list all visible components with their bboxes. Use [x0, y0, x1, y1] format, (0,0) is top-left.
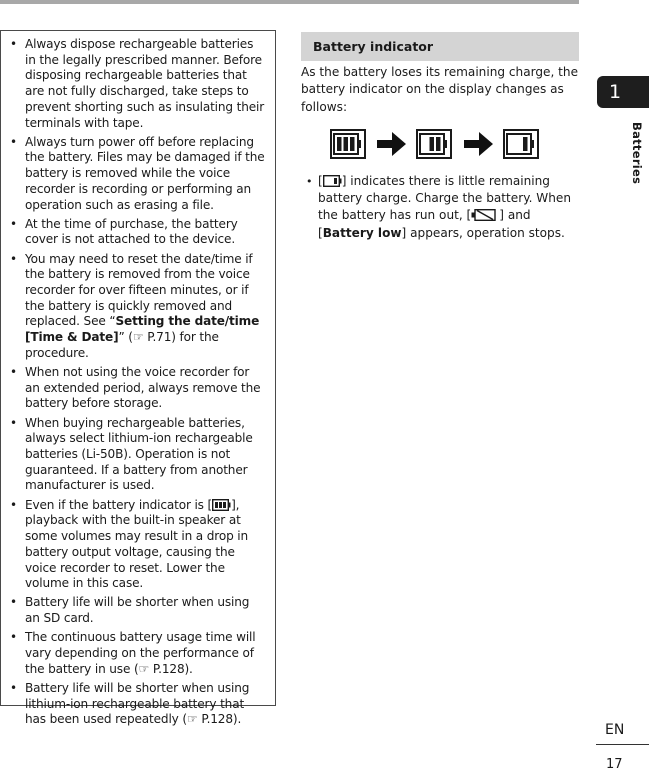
list-item: • Always dispose rechargeable batteries in the legally prescribed manner. Before disposing rechargeable batteries that are not fully discharged, take steps to prevent shorting such as insulating their terminals with tape. [25, 37, 265, 131]
section-header: Battery indicator [301, 32, 579, 61]
list-item: • Always turn power off before replacing the battery. Files may be damaged if the battery is removed while the voice recorder is recording or performing an operation such as erasing a file. [25, 135, 265, 214]
time-date-setting-ref: Setting the date/time [Time & Date] [25, 314, 260, 345]
battery-note: • [ ] indicates there is little remaining battery charge. Charge the battery. When the battery has run out, [ ] and [Battery low] appears, operation stops. [306, 174, 572, 240]
chapter-title: Batteries [630, 122, 644, 185]
list-item: • When buying rechargeable batteries, always select lithium-ion rechargeable batteries (Li-50B). Operation is not guaranteed. If a battery from another manufacturer is used. [25, 416, 265, 495]
precautions-list [1, 31, 275, 728]
battery-indicator-sequence [330, 129, 545, 159]
language-label: EN [605, 722, 625, 738]
list-item: • You may need to reset the date/time if the battery is removed from the voice recorder for over fifteen minutes, or if the battery is quickly removed and replaced. See “Setting the date/time [Time & Date]” (☞ P.71) for the procedure. [25, 252, 265, 362]
battery-low-message: Battery low [322, 225, 402, 240]
list-item: • When not using the voice recorder for an extended period, always remove the battery before storage. [25, 365, 265, 412]
battery-low-icon [323, 175, 342, 187]
battery-low-icon [503, 129, 539, 159]
list-item: • The continuous battery usage time will vary depending on the performance of the battery in use (☞ P.128). [25, 630, 265, 677]
battery-full-icon [212, 499, 231, 511]
intro-paragraph: As the battery loses its remaining charge, the battery indicator on the display changes as follows: [301, 65, 579, 114]
battery-empty-icon [471, 209, 499, 221]
battery-medium-icon [416, 129, 452, 159]
list-item: • Even if the battery indicator is [ ], playback with the built-in speaker at some volumes may result in a drop in battery output voltage, causing the voice recorder to reset. Lower the volume in this case. [25, 498, 265, 592]
page-number: 17 [606, 757, 623, 772]
battery-full-icon [330, 129, 366, 159]
top-rule [0, 0, 579, 4]
list-item: • At the time of purchase, the battery cover is not attached to the device. [25, 217, 265, 248]
footer-divider [596, 744, 649, 745]
arrow-right-icon [461, 129, 495, 159]
precautions-panel [0, 30, 276, 727]
chapter-tab: 1 [597, 76, 649, 108]
bullet: • [306, 175, 313, 188]
arrow-right-icon [374, 129, 408, 159]
list-item: • Battery life will be shorter when using lithium-ion rechargeable battery that has been used repeatedly (☞ P.128). [25, 681, 265, 728]
list-item: • Battery life will be shorter when using an SD card. [25, 595, 265, 626]
